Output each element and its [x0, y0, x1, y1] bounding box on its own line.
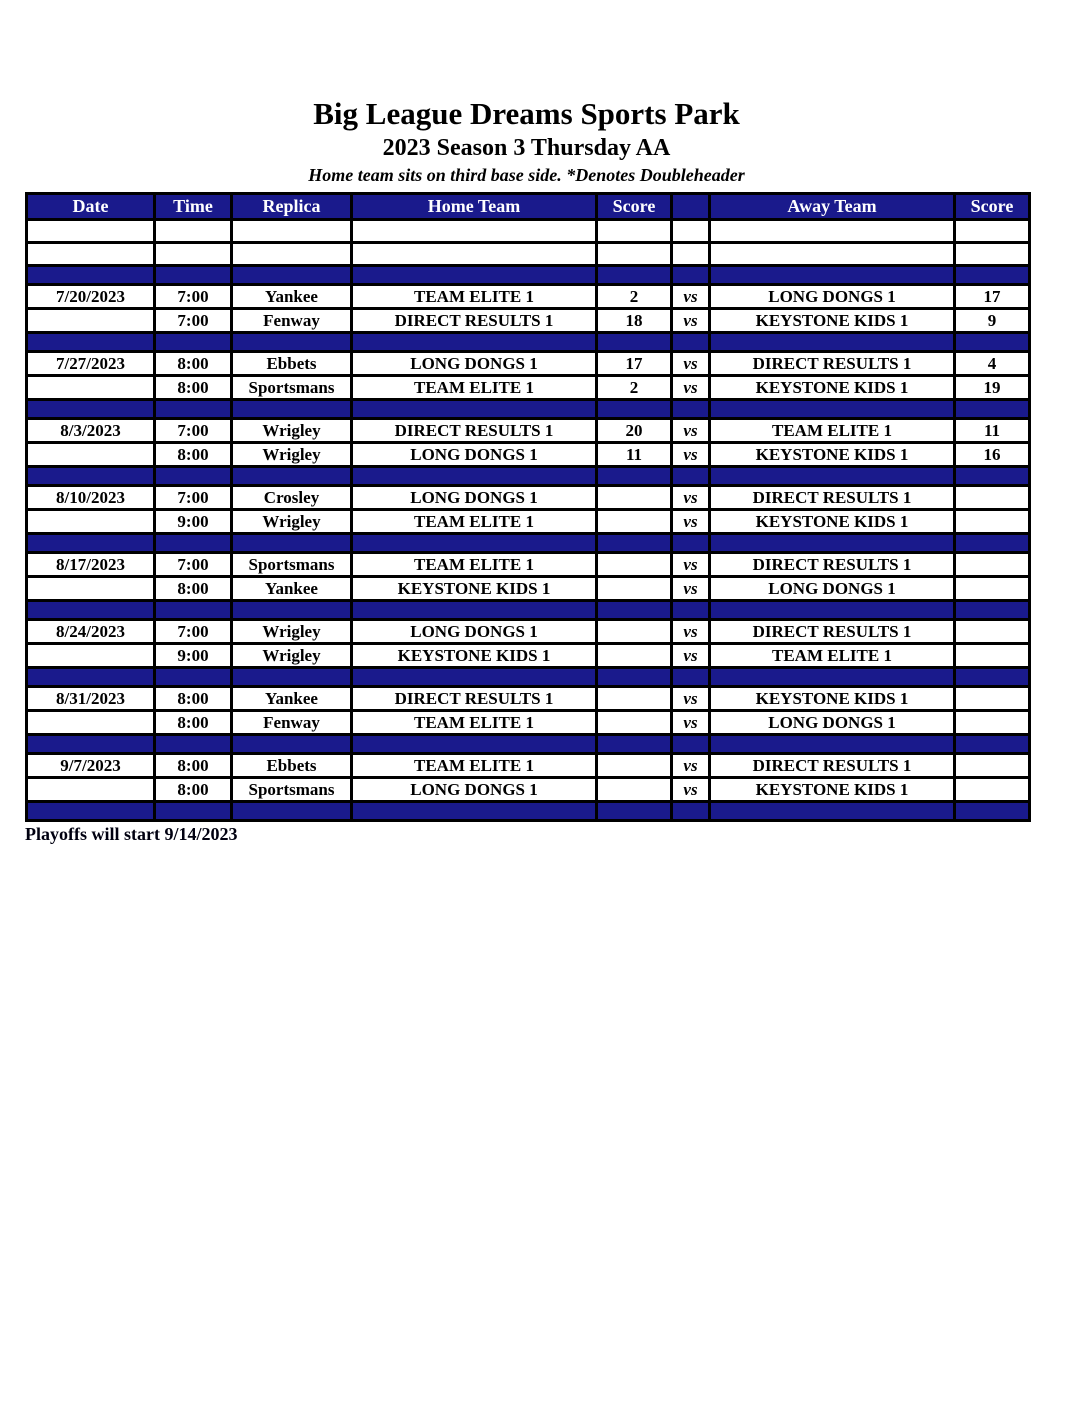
time-cell: 8:00	[155, 376, 232, 400]
away-team-cell: KEYSTONE KIDS 1	[710, 376, 955, 400]
time-cell: 7:00	[155, 553, 232, 577]
replica-cell: Fenway	[232, 309, 352, 333]
game-row	[27, 620, 1030, 644]
date-cell	[27, 577, 155, 601]
replica-cell: Wrigley	[232, 510, 352, 534]
empty-cell	[232, 220, 352, 243]
vs-label: vs	[672, 285, 710, 309]
separator-cell	[352, 534, 597, 553]
away-score-cell: 11	[955, 419, 1030, 443]
separator-cell	[155, 534, 232, 553]
home-score-cell	[597, 553, 672, 577]
away-score-cell	[955, 510, 1030, 534]
away-team-cell: DIRECT RESULTS 1	[710, 754, 955, 778]
separator-cell	[672, 735, 710, 754]
empty-cell	[672, 243, 710, 266]
game-row	[27, 285, 1030, 309]
separator-cell	[955, 668, 1030, 687]
home-team-cell: TEAM ELITE 1	[352, 510, 597, 534]
home-score-cell	[597, 644, 672, 668]
separator-cell	[710, 668, 955, 687]
date-cell: 8/17/2023	[27, 553, 155, 577]
separator-cell	[27, 802, 155, 821]
time-cell: 7:00	[155, 285, 232, 309]
separator-cell	[232, 802, 352, 821]
separator-cell	[955, 467, 1030, 486]
date-cell	[27, 711, 155, 735]
away-team-cell: DIRECT RESULTS 1	[710, 553, 955, 577]
game-row	[27, 443, 1030, 467]
separator-cell	[672, 601, 710, 620]
away-score-cell	[955, 577, 1030, 601]
home-score-cell: 2	[597, 285, 672, 309]
home-score-cell: 2	[597, 376, 672, 400]
replica-cell: Yankee	[232, 285, 352, 309]
home-score-cell	[597, 687, 672, 711]
time-cell: 8:00	[155, 778, 232, 802]
separator-cell	[597, 333, 672, 352]
date-cell	[27, 510, 155, 534]
away-score-cell: 4	[955, 352, 1030, 376]
separator-cell	[672, 400, 710, 419]
away-team-cell: KEYSTONE KIDS 1	[710, 510, 955, 534]
home-team-cell: TEAM ELITE 1	[352, 754, 597, 778]
empty-cell	[27, 220, 155, 243]
separator-cell	[155, 735, 232, 754]
date-cell: 7/20/2023	[27, 285, 155, 309]
away-team-cell: KEYSTONE KIDS 1	[710, 687, 955, 711]
page-title: Big League Dreams Sports Park	[313, 96, 740, 131]
game-row	[27, 577, 1030, 601]
separator-row	[27, 333, 1030, 352]
home-team-cell: TEAM ELITE 1	[352, 711, 597, 735]
empty-cell	[672, 220, 710, 243]
date-cell	[27, 376, 155, 400]
home-team-cell: TEAM ELITE 1	[352, 376, 597, 400]
separator-cell	[155, 802, 232, 821]
separator-cell	[155, 400, 232, 419]
separator-cell	[710, 735, 955, 754]
separator-cell	[955, 400, 1030, 419]
away-score-cell	[955, 644, 1030, 668]
column-header-vs-spacer	[672, 194, 710, 220]
separator-row	[27, 668, 1030, 687]
separator-cell	[597, 668, 672, 687]
away-score-cell	[955, 486, 1030, 510]
vs-label: vs	[672, 553, 710, 577]
separator-cell	[672, 467, 710, 486]
separator-cell	[27, 668, 155, 687]
separator-cell	[710, 400, 955, 419]
empty-cell	[597, 243, 672, 266]
separator-cell	[710, 534, 955, 553]
separator-cell	[955, 802, 1030, 821]
away-team-cell: KEYSTONE KIDS 1	[710, 309, 955, 333]
time-cell: 8:00	[155, 687, 232, 711]
empty-cell	[27, 243, 155, 266]
away-team-cell: LONG DONGS 1	[710, 285, 955, 309]
separator-cell	[597, 467, 672, 486]
replica-cell: Yankee	[232, 687, 352, 711]
replica-cell: Wrigley	[232, 443, 352, 467]
empty-cell	[232, 243, 352, 266]
separator-cell	[352, 802, 597, 821]
separator-cell	[232, 400, 352, 419]
date-cell: 8/31/2023	[27, 687, 155, 711]
separator-cell	[710, 802, 955, 821]
home-team-cell: LONG DONGS 1	[352, 486, 597, 510]
column-header-away-team: Away Team	[710, 194, 955, 220]
separator-cell	[597, 534, 672, 553]
date-cell	[27, 309, 155, 333]
game-row	[27, 778, 1030, 802]
away-team-cell: TEAM ELITE 1	[710, 419, 955, 443]
away-score-cell	[955, 778, 1030, 802]
separator-row	[27, 601, 1030, 620]
time-cell: 8:00	[155, 577, 232, 601]
away-team-cell: KEYSTONE KIDS 1	[710, 778, 955, 802]
schedule-table	[25, 192, 1031, 822]
replica-cell: Sportsmans	[232, 778, 352, 802]
separator-cell	[155, 467, 232, 486]
empty-row	[27, 220, 1030, 243]
home-team-cell: KEYSTONE KIDS 1	[352, 644, 597, 668]
separator-cell	[672, 668, 710, 687]
away-score-cell: 19	[955, 376, 1030, 400]
game-row	[27, 486, 1030, 510]
away-team-cell: DIRECT RESULTS 1	[710, 352, 955, 376]
separator-cell	[352, 601, 597, 620]
separator-cell	[955, 266, 1030, 285]
game-row	[27, 510, 1030, 534]
home-score-cell	[597, 577, 672, 601]
home-score-cell: 11	[597, 443, 672, 467]
separator-cell	[710, 333, 955, 352]
date-cell: 8/10/2023	[27, 486, 155, 510]
away-team-cell: LONG DONGS 1	[710, 711, 955, 735]
page-subtitle: 2023 Season 3 Thursday AA	[382, 134, 671, 161]
separator-row	[27, 802, 1030, 821]
separator-cell	[27, 534, 155, 553]
vs-label: vs	[672, 486, 710, 510]
separator-cell	[352, 668, 597, 687]
home-score-cell	[597, 711, 672, 735]
separator-cell	[955, 534, 1030, 553]
replica-cell: Wrigley	[232, 620, 352, 644]
vs-label: vs	[672, 687, 710, 711]
separator-cell	[155, 266, 232, 285]
vs-label: vs	[672, 754, 710, 778]
separator-cell	[27, 400, 155, 419]
away-team-cell: DIRECT RESULTS 1	[710, 620, 955, 644]
empty-cell	[955, 243, 1030, 266]
separator-cell	[27, 333, 155, 352]
separator-cell	[955, 601, 1030, 620]
separator-cell	[155, 601, 232, 620]
separator-cell	[710, 266, 955, 285]
replica-cell: Fenway	[232, 711, 352, 735]
game-row	[27, 309, 1030, 333]
replica-cell: Crosley	[232, 486, 352, 510]
schedule-body	[27, 220, 1030, 821]
game-row	[27, 376, 1030, 400]
separator-cell	[352, 467, 597, 486]
away-team-cell: KEYSTONE KIDS 1	[710, 443, 955, 467]
date-cell	[27, 644, 155, 668]
vs-label: vs	[672, 510, 710, 534]
separator-cell	[232, 735, 352, 754]
away-score-cell	[955, 553, 1030, 577]
separator-cell	[955, 333, 1030, 352]
replica-cell: Ebbets	[232, 754, 352, 778]
away-score-cell	[955, 687, 1030, 711]
separator-cell	[710, 467, 955, 486]
game-row	[27, 352, 1030, 376]
date-cell	[27, 443, 155, 467]
home-score-cell	[597, 486, 672, 510]
vs-label: vs	[672, 644, 710, 668]
separator-cell	[710, 601, 955, 620]
home-team-cell: TEAM ELITE 1	[352, 553, 597, 577]
time-cell: 7:00	[155, 309, 232, 333]
separator-cell	[352, 735, 597, 754]
separator-cell	[597, 601, 672, 620]
vs-label: vs	[672, 443, 710, 467]
home-team-note: Home team sits on third base side. *Denotes Doubleheader	[308, 165, 745, 186]
separator-row	[27, 735, 1030, 754]
time-cell: 8:00	[155, 711, 232, 735]
playoffs-note: Playoffs will start 9/14/2023	[25, 824, 238, 845]
replica-cell: Wrigley	[232, 419, 352, 443]
separator-cell	[352, 266, 597, 285]
separator-cell	[232, 534, 352, 553]
date-cell: 8/24/2023	[27, 620, 155, 644]
time-cell: 7:00	[155, 419, 232, 443]
separator-cell	[672, 534, 710, 553]
game-row	[27, 754, 1030, 778]
separator-row	[27, 400, 1030, 419]
home-team-cell: DIRECT RESULTS 1	[352, 309, 597, 333]
replica-cell: Sportsmans	[232, 553, 352, 577]
separator-cell	[597, 802, 672, 821]
game-row	[27, 687, 1030, 711]
separator-cell	[597, 735, 672, 754]
separator-cell	[672, 333, 710, 352]
replica-cell: Yankee	[232, 577, 352, 601]
separator-cell	[955, 735, 1030, 754]
replica-cell: Sportsmans	[232, 376, 352, 400]
away-team-cell: TEAM ELITE 1	[710, 644, 955, 668]
separator-cell	[27, 467, 155, 486]
time-cell: 8:00	[155, 754, 232, 778]
time-cell: 9:00	[155, 510, 232, 534]
home-team-cell: LONG DONGS 1	[352, 778, 597, 802]
vs-label: vs	[672, 376, 710, 400]
empty-cell	[597, 220, 672, 243]
home-team-cell: LONG DONGS 1	[352, 352, 597, 376]
home-score-cell	[597, 510, 672, 534]
vs-label: vs	[672, 711, 710, 735]
home-score-cell	[597, 778, 672, 802]
date-cell: 8/3/2023	[27, 419, 155, 443]
column-header-replica: Replica	[232, 194, 352, 220]
empty-cell	[155, 243, 232, 266]
date-cell: 7/27/2023	[27, 352, 155, 376]
separator-cell	[672, 266, 710, 285]
away-score-cell	[955, 620, 1030, 644]
separator-cell	[672, 802, 710, 821]
vs-label: vs	[672, 309, 710, 333]
game-row	[27, 711, 1030, 735]
separator-cell	[232, 467, 352, 486]
home-team-cell: DIRECT RESULTS 1	[352, 687, 597, 711]
separator-cell	[27, 601, 155, 620]
home-score-cell	[597, 620, 672, 644]
separator-cell	[352, 333, 597, 352]
home-score-cell: 18	[597, 309, 672, 333]
time-cell: 8:00	[155, 352, 232, 376]
home-team-cell: DIRECT RESULTS 1	[352, 419, 597, 443]
separator-cell	[232, 668, 352, 687]
separator-cell	[597, 266, 672, 285]
home-team-cell: KEYSTONE KIDS 1	[352, 577, 597, 601]
column-header-score: Score	[597, 194, 672, 220]
separator-row	[27, 467, 1030, 486]
column-header-home-team: Home Team	[352, 194, 597, 220]
separator-cell	[232, 333, 352, 352]
empty-cell	[352, 220, 597, 243]
replica-cell: Wrigley	[232, 644, 352, 668]
empty-cell	[155, 220, 232, 243]
title-block	[25, 96, 1028, 187]
vs-label: vs	[672, 577, 710, 601]
away-team-cell: DIRECT RESULTS 1	[710, 486, 955, 510]
away-score-cell: 17	[955, 285, 1030, 309]
separator-cell	[27, 266, 155, 285]
column-header-score: Score	[955, 194, 1030, 220]
separator-cell	[155, 333, 232, 352]
date-cell: 9/7/2023	[27, 754, 155, 778]
away-score-cell: 16	[955, 443, 1030, 467]
separator-cell	[27, 735, 155, 754]
home-team-cell: LONG DONGS 1	[352, 620, 597, 644]
separator-row	[27, 534, 1030, 553]
time-cell: 9:00	[155, 644, 232, 668]
time-cell: 7:00	[155, 486, 232, 510]
empty-cell	[352, 243, 597, 266]
away-team-cell: LONG DONGS 1	[710, 577, 955, 601]
vs-label: vs	[672, 778, 710, 802]
home-team-cell: LONG DONGS 1	[352, 443, 597, 467]
column-header-date: Date	[27, 194, 155, 220]
vs-label: vs	[672, 620, 710, 644]
home-score-cell	[597, 754, 672, 778]
time-cell: 8:00	[155, 443, 232, 467]
game-row	[27, 553, 1030, 577]
game-row	[27, 644, 1030, 668]
home-score-cell: 20	[597, 419, 672, 443]
separator-row	[27, 266, 1030, 285]
column-header-time: Time	[155, 194, 232, 220]
separator-cell	[155, 668, 232, 687]
time-cell: 7:00	[155, 620, 232, 644]
separator-cell	[352, 400, 597, 419]
away-score-cell	[955, 754, 1030, 778]
empty-cell	[710, 243, 955, 266]
vs-label: vs	[672, 419, 710, 443]
separator-cell	[232, 601, 352, 620]
vs-label: vs	[672, 352, 710, 376]
empty-cell	[955, 220, 1030, 243]
home-score-cell: 17	[597, 352, 672, 376]
replica-cell: Ebbets	[232, 352, 352, 376]
home-team-cell: TEAM ELITE 1	[352, 285, 597, 309]
header-row	[27, 194, 1030, 220]
separator-cell	[232, 266, 352, 285]
away-score-cell	[955, 711, 1030, 735]
date-cell	[27, 778, 155, 802]
empty-row	[27, 243, 1030, 266]
separator-cell	[597, 400, 672, 419]
away-score-cell: 9	[955, 309, 1030, 333]
game-row	[27, 419, 1030, 443]
empty-cell	[710, 220, 955, 243]
